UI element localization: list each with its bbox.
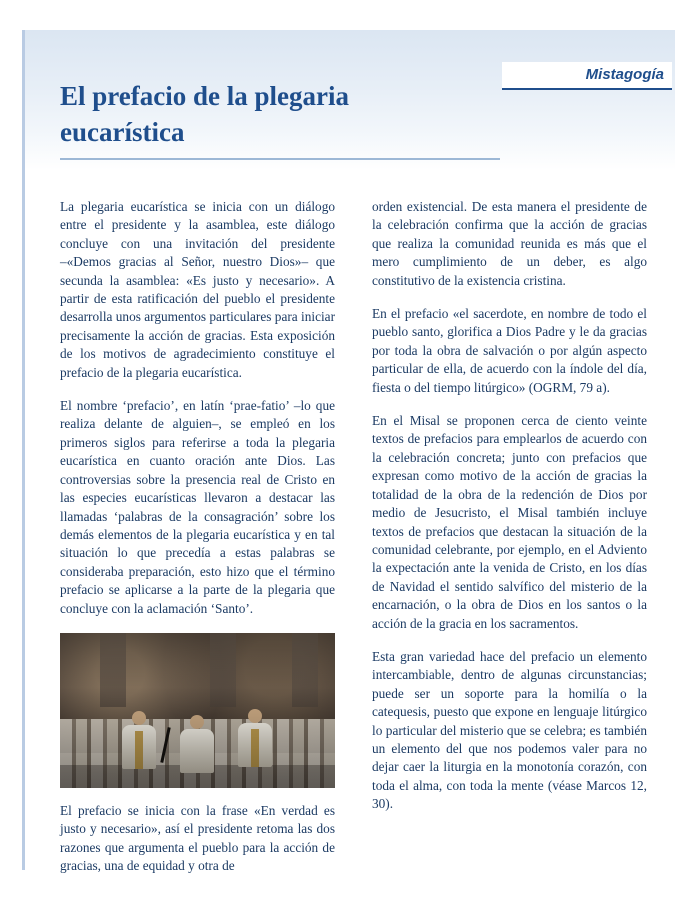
paragraph: orden existencial. De esta manera el presidente de la celebración confirma que la acción de gracias que realiza la comunidad reunida es más que el mero cumplimiento de un deber, es algo constitutivo de la existencia cristina. [372, 199, 647, 288]
photo-vignette [60, 633, 335, 788]
title-underline-rule [60, 158, 500, 160]
column-left [60, 198, 335, 876]
column-right [372, 198, 647, 814]
paragraph: El prefacio se inicia con la frase «En verdad es justo y necesario», así el presidente retoma las dos razones que argumenta el pueblo para la acción de gracias, una de equidad y otra de [60, 802, 335, 874]
section-tag: Mistagogía [502, 62, 672, 90]
paragraph: Esta gran variedad hace del prefacio un elemento intercambiable, dentro de algunas circunstancias; puede ser un soporte para la homilía o la catequesis, puesto que expone en lenguaje litúrgico lo particular del misterio que se celebra; es también un elemento del que nos podemos valer para no dejar caer la liturgia en la monotonía corazón, con toda el alma, con toda la mente (véase Marcos 12, 30). [372, 648, 647, 812]
paragraph: En el prefacio «el sacerdote, en nombre de todo el pueblo santo, glorifica a Dios Padre y le da gracias por toda la obra de salvación o por algún aspecto particular de ella, de acuerdo con la índole del día, fiesta o del tiempo litúrgico» (OGRM, 79 a). [372, 306, 647, 395]
paragraph: La plegaria eucarística se inicia con un diálogo entre el presidente y la asamblea, este diálogo concluye con una invitación del presidente –«Demos gracias al Señor, nuestro Dios»– que secunda la asamblea: «Es justo y necesario». A partir de esta ratificación del pueblo el presidente desarrolla unos argumentos particulares para iniciar precisamente la acción de gracias. Esta exposición de los motivos de agradecimiento constituye el prefacio de la plegaria eucarística. [60, 199, 335, 380]
concelebration-photo [60, 633, 335, 788]
page-title: El prefacio de la plegaria eucarística [60, 81, 349, 147]
paragraph: En el Misal se proponen cerca de ciento veinte textos de prefacios para emplearlos de acuerdo con la celebración concreta; junto con prefacios que expresan como motivo de la acción de gracias la totalidad de la obra de la redención de Dios por medio de Jesucristo, el Misal también incluye textos de prefacios que destacan la situación de la comunidad celebrante, por ejemplo, en el Adviento la expectación ante la venida de Cristo, en los días de Navidad el sentido salvífico del misterio de la encarnación, o la obra de Dios en los santos o la acción de la gracia en los sacramentos. [372, 413, 647, 631]
paragraph: El nombre ‘prefacio’, en latín ‘prae-fatio’ –lo que realiza delante de alguien–, se empleó en los primeros siglos para referirse a toda la plegaria eucarística en cuanto oración ante Dios. Las controversias sobre la presencia real de Cristo en las especies eucarísticas llevaron a destacar las llamadas ‘palabras de la consagración’ sobre los demás elementos de la plegaria eucarística y en tal situación lo que precedía a estas palabras se consideraba preparación, esto hizo que el término prefacio se aplicarse a la parte de la plegaria que concluye con la aclamación ‘Santo’. [60, 398, 335, 616]
article-columns [60, 198, 660, 873]
